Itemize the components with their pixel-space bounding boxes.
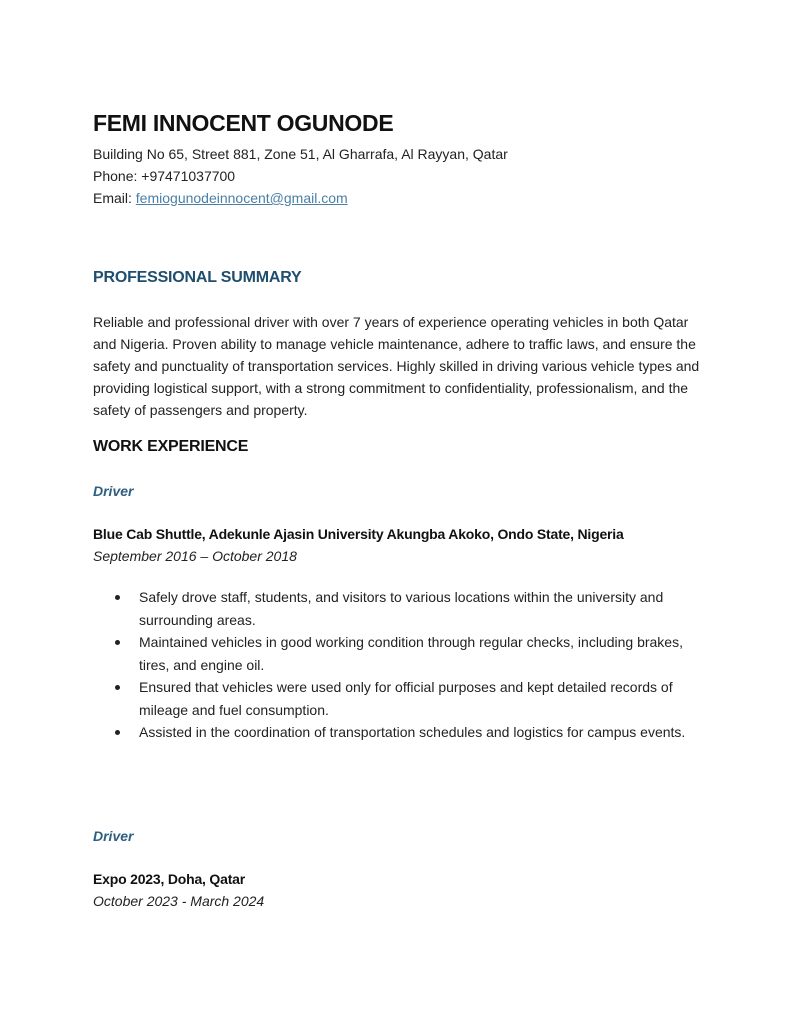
bullet-icon [115, 730, 120, 735]
address-line: Building No 65, Street 881, Zone 51, Al Gharrafa, Al Rayyan, Qatar [93, 146, 508, 162]
summary-heading: PROFESSIONAL SUMMARY [93, 269, 302, 286]
phone-line: Phone: +97471037700 [93, 168, 236, 184]
duty-text: Assisted in the coordination of transportation schedules and logistics for campus events. [139, 724, 686, 740]
candidate-name: FEMI INNOCENT OGUNODE [93, 110, 394, 136]
job-role: Driver [93, 483, 134, 499]
list-item [93, 586, 713, 631]
job-dates: October 2023 - March 2024 [93, 893, 265, 909]
duty-text: Ensured that vehicles were used only for official purposes and kept detailed records of mileage and fuel consumption. [139, 679, 673, 718]
duty-text: Safely drove staff, students, and visitors to various locations within the university and surrounding areas. [139, 589, 664, 628]
list-item [93, 631, 713, 676]
email-line [93, 190, 348, 206]
job-dates: September 2016 – October 2018 [93, 548, 297, 564]
job-duties-list [93, 586, 713, 744]
bullet-icon [115, 640, 120, 645]
email-link[interactable]: femiogunodeinnocent@gmail.com [135, 190, 348, 206]
job-role: Driver [93, 828, 134, 844]
job-employer: Blue Cab Shuttle, Adekunle Ajasin University Akungba Akoko, Ondo State, Nigeria [93, 526, 624, 542]
summary-text: Reliable and professional driver with over 7 years of experience operating vehicles in both Qatar and Nigeria. Proven ability to manage vehicle maintenance, adhere to traffic laws, and ensure the safety and punctuality of transportation services. Highly skilled in driving various vehicle types and providing logistical support, with a strong commitment to confidentiality, professionalism, and the safety of passengers and property. [93, 314, 700, 418]
bullet-icon [115, 595, 120, 600]
duty-text: Maintained vehicles in good working condition through regular checks, including brakes, tires, and engine oil. [139, 634, 683, 673]
email-label: Email: [93, 190, 136, 206]
bullet-icon [115, 685, 120, 690]
job-employer: Expo 2023, Doha, Qatar [93, 871, 245, 887]
list-item [93, 721, 713, 744]
list-item [93, 676, 713, 721]
work-experience-heading: WORK EXPERIENCE [93, 438, 249, 455]
